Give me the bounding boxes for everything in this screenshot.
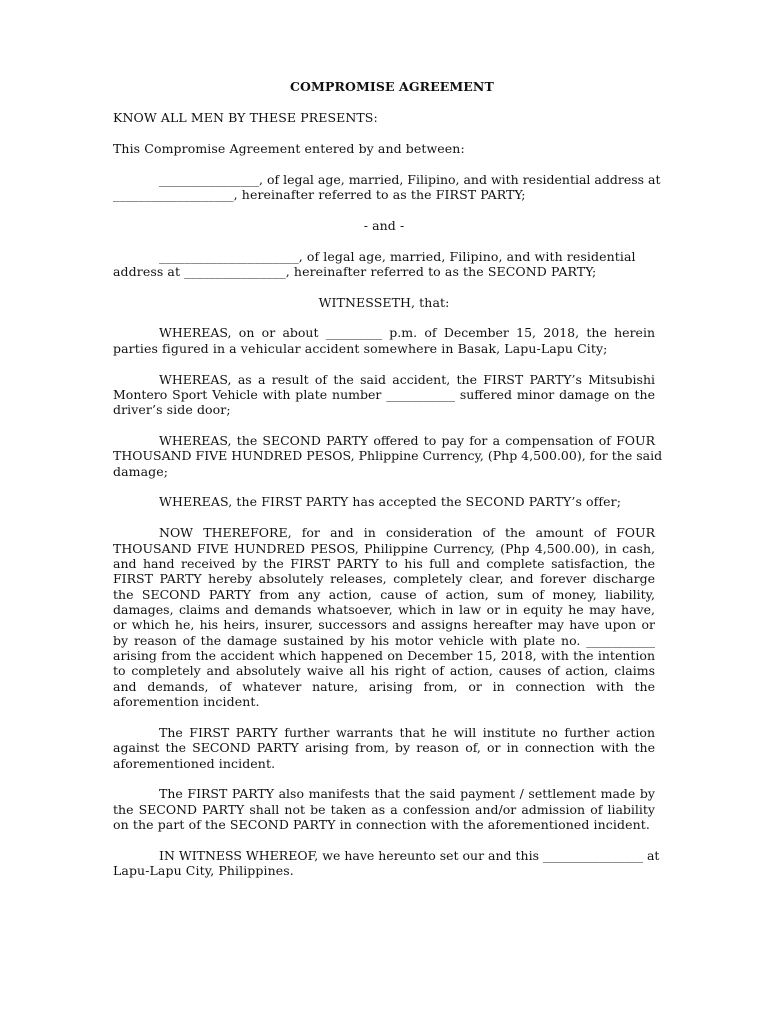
- now-therefore-line: and hand received by the FIRST PARTY to his full and complete satisfaction, the: [113, 556, 655, 571]
- now-therefore-line: damages, claims and demands whatsoever, which in law or in equity he may have,: [113, 602, 655, 617]
- second-party-line: address at ________________, hereinafter referred to as the SECOND PARTY;: [113, 264, 597, 279]
- whereas-2-line: driver’s side door;: [113, 402, 231, 417]
- witnesseth-heading: WITNESSETH, that:: [318, 295, 450, 310]
- second-party-line: ______________________, of legal age, married, Filipino, and with residential: [159, 249, 636, 264]
- now-therefore-line: the SECOND PARTY from any action, cause of action, sum of money, liability,: [113, 587, 655, 602]
- whereas-2-line: Montero Sport Vehicle with plate number ___________ suffered minor damage on the: [113, 387, 655, 402]
- now-therefore-line: aforemention incident.: [113, 694, 260, 709]
- whereas-2-line: WHEREAS, as a result of the said accident, the FIRST PARTY’s Mitsubishi: [159, 372, 655, 387]
- manifests-line: the SECOND PARTY shall not be taken as a confession and/or admission of liability: [113, 802, 655, 817]
- further-line: aforementioned incident.: [113, 756, 276, 771]
- whereas-3-line: THOUSAND FIVE HUNDRED PESOS, Phlippine Currency, (Php 4,500.00), for the said: [113, 448, 663, 463]
- witness-line: IN WITNESS WHEREOF, we have hereunto set our and this ________________ at: [159, 848, 660, 863]
- first-party-line: ________________, of legal age, married, Filipino, and with residential address at: [159, 172, 661, 187]
- further-line: against the SECOND PARTY arising from, by reason of, or in connection with the: [113, 740, 655, 755]
- now-therefore-line: arising from the accident which happened on December 15, 2018, with the intention: [113, 648, 655, 663]
- now-therefore-line: NOW THEREFORE, for and in consideration of the amount of FOUR: [159, 525, 655, 540]
- know-all-line: KNOW ALL MEN BY THESE PRESENTS:: [113, 110, 378, 125]
- and-separator: - and -: [363, 218, 405, 233]
- now-therefore-line: THOUSAND FIVE HUNDRED PESOS, Philippine Currency, (Php 4,500.00), in cash,: [113, 541, 655, 556]
- whereas-1-line: WHEREAS, on or about _________ p.m. of December 15, 2018, the herein: [159, 325, 655, 340]
- further-line: The FIRST PARTY further warrants that he will institute no further action: [159, 725, 655, 740]
- manifests-line: The FIRST PARTY also manifests that the said payment / settlement made by: [159, 786, 655, 801]
- manifests-line: on the part of the SECOND PARTY in connection with the aforementioned incident.: [113, 817, 650, 832]
- now-therefore-line: and demands, of whatever nature, arising from, or in connection with the: [113, 679, 655, 694]
- whereas-4-line: WHEREAS, the FIRST PARTY has accepted the SECOND PARTY’s offer;: [159, 494, 622, 509]
- document-title: COMPROMISE AGREEMENT: [290, 79, 494, 94]
- now-therefore-line: by reason of the damage sustained by his motor vehicle with plate no. ___________: [113, 633, 655, 648]
- now-therefore-line: FIRST PARTY hereby absolutely releases, completely clear, and forever discharge: [113, 571, 655, 586]
- now-therefore-line: to completely and absolutely waive all his right of action, causes of action, claims: [113, 663, 655, 678]
- whereas-1-line: parties figured in a vehicular accident somewhere in Basak, Lapu-Lapu City;: [113, 341, 608, 356]
- whereas-3-line: WHEREAS, the SECOND PARTY offered to pay for a compensation of FOUR: [159, 433, 655, 448]
- witness-line: Lapu-Lapu City, Philippines.: [113, 863, 294, 878]
- whereas-3-line: damage;: [113, 464, 169, 479]
- now-therefore-line: or which he, his heirs, insurer, successors and assigns hereafter may have upon or: [113, 617, 655, 632]
- first-party-line: ___________________, hereinafter referred to as the FIRST PARTY;: [113, 187, 526, 202]
- intro-line: This Compromise Agreement entered by and between:: [113, 141, 465, 156]
